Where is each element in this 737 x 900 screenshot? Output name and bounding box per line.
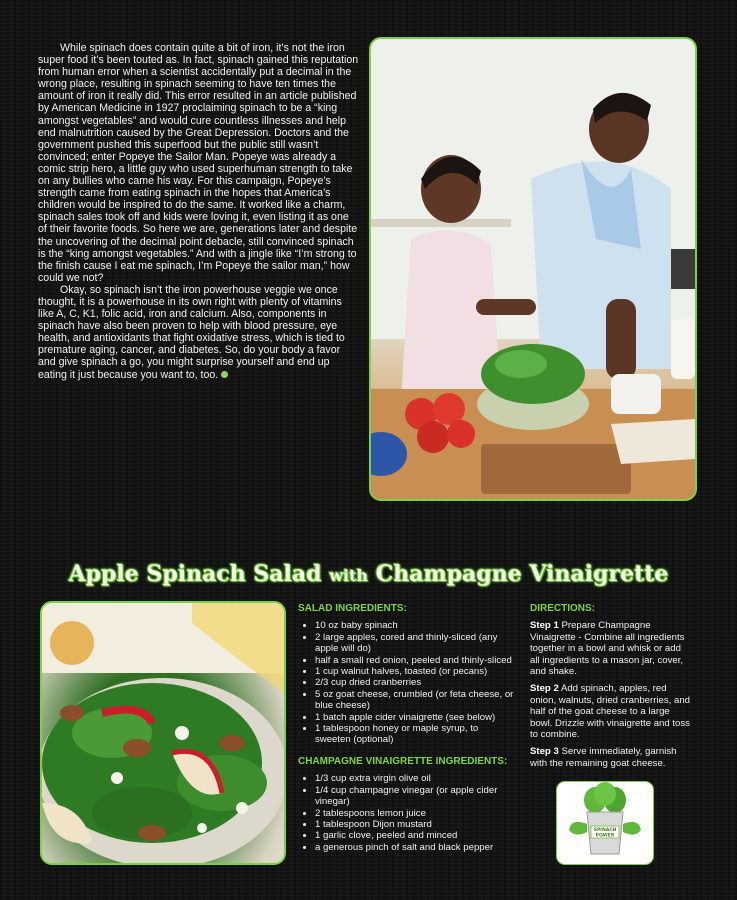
end-mark-icon: [221, 371, 228, 378]
recipe-title-with: with: [329, 566, 369, 585]
list-item: • 2/3 cup dried cranberries: [315, 677, 516, 688]
logo-line2: POWER: [595, 833, 615, 839]
vinaigrette-ingredients-list: [298, 773, 516, 853]
spinach-can-icon: [557, 782, 653, 864]
direction-step: [530, 746, 690, 769]
list-item: • 1 garlic clove, peeled and minced: [315, 830, 516, 841]
recipe-title: [0, 561, 737, 587]
list-item: • 2 tablespoons lemon juice: [315, 808, 516, 819]
step-label: Step 2: [530, 683, 559, 695]
article-paragraph-1: While spinach does contain quite a bit of iron, it’s not the iron super food it’s been touted as. In fact, spinach gained this reputation from human error when a scientist accidentally put a decimal in the wrong place, resulting in spinach seeming to have ten times the amount of iron it really did. This error resulted in an article published by American Medicine in 1927 proclaiming spinach to be a “king amongst vegetables” and would cure countless illnesses and help end malnutrition caused by the Great Depression. Doctors and the government pushed this superfood but the public still wasn’t convinced; enter Popeye the Sailor Man. Popeye was already a comic strip hero, a little guy who used superhuman strength to take on any bullies who came his way. For this campaign, Popeye’s strength came from eating spinach in the hopes that America’s children would be inspired to do the same. It worked like a charm, spinach sales took off and kids were loving it, even listing it as one of their favorite foods. So here we are, generations later and despite the uncovering of the decimal point debacle, still convinced spinach is the “king amongst vegetables.” And with a jingle like “I’m strong to the finish cause I eat me spinach, I’m Popeye the sailor man,” how could we not?: [38, 42, 359, 284]
directions-heading: DIRECTIONS:: [530, 603, 595, 614]
kitchen-illustration: [371, 39, 695, 499]
logo-line1: SPINACH: [593, 828, 617, 833]
step-text: Add spinach, apples, red onion, walnuts, dried cranberries, and half of the goat cheese to a large bowl. Drizzle with vinaigrette and toss to combine.: [530, 683, 690, 741]
vinaigrette-ingredients-heading: CHAMPAGNE VINAIGRETTE INGREDIENTS:: [298, 755, 508, 767]
list-item: • 5 oz goat cheese, crumbled (or feta cheese, or blue cheese): [315, 689, 516, 712]
directions-column: [530, 603, 690, 775]
article-body: [38, 42, 360, 381]
step-label: Step 1: [530, 620, 559, 632]
spinach-power-logo: [556, 781, 654, 865]
list-item: • 1/4 cup champagne vinegar (or apple cider vinegar): [315, 785, 516, 808]
list-item: • 2 large apples, cored and thinly-sliced (any apple will do): [315, 632, 516, 655]
step-text: Prepare Champagne Vinaigrette - Combine all ingredients together in a bowl and whisk or add all ingredients to a mason jar, cover, and shake.: [530, 620, 685, 678]
list-item: • 1 cup walnut halves, toasted (or pecans): [315, 666, 516, 677]
article-paragraph-2: [38, 284, 360, 381]
recipe-title-part1: Apple Spinach Salad: [68, 561, 322, 587]
list-item: • 10 oz baby spinach: [315, 620, 516, 631]
direction-step: [530, 683, 690, 740]
direction-step: [530, 620, 690, 677]
salad-ingredients-heading: SALAD INGREDIENTS:: [298, 603, 407, 614]
salad-ingredients-list: [298, 620, 516, 745]
list-item: • 1 tablespoon Dijon mustard: [315, 819, 516, 830]
salad-photo: [40, 601, 286, 865]
list-item: • half a small red onion, peeled and thinly-sliced: [315, 655, 516, 666]
step-text: Serve immediately, garnish with the remaining goat cheese.: [530, 746, 677, 769]
kitchen-photo: [369, 37, 697, 501]
step-label: Step 3: [530, 746, 559, 758]
ingredients-column: [298, 603, 516, 863]
list-item: • 1 tablespoon honey or maple syrup, to sweeten (optional): [315, 723, 516, 746]
article-paragraph-2-text: Okay, so spinach isn’t the iron powerhouse veggie we once thought, it is a powerhouse in its own right with plenty of vitamins like A, C, K1, folic acid, iron and calcium. Also, components in spinach have also been proven to help with blood pressure, eye health, and antioxidants that fight oxidative stress, which is tied to premature aging, cancer, and diabetes. So, do your body a favor and give spinach a go, you might surprise yourself and end up eating it just because you want to, too.: [38, 283, 345, 381]
list-item: • 1 batch apple cider vinaigrette (see below): [315, 712, 516, 723]
salad-illustration: [42, 603, 284, 863]
list-item: • 1/3 cup extra virgin olive oil: [315, 773, 516, 784]
recipe-title-part2: Champagne Vinaigrette: [375, 561, 669, 587]
list-item: • a generous pinch of salt and black pepper: [315, 842, 516, 853]
